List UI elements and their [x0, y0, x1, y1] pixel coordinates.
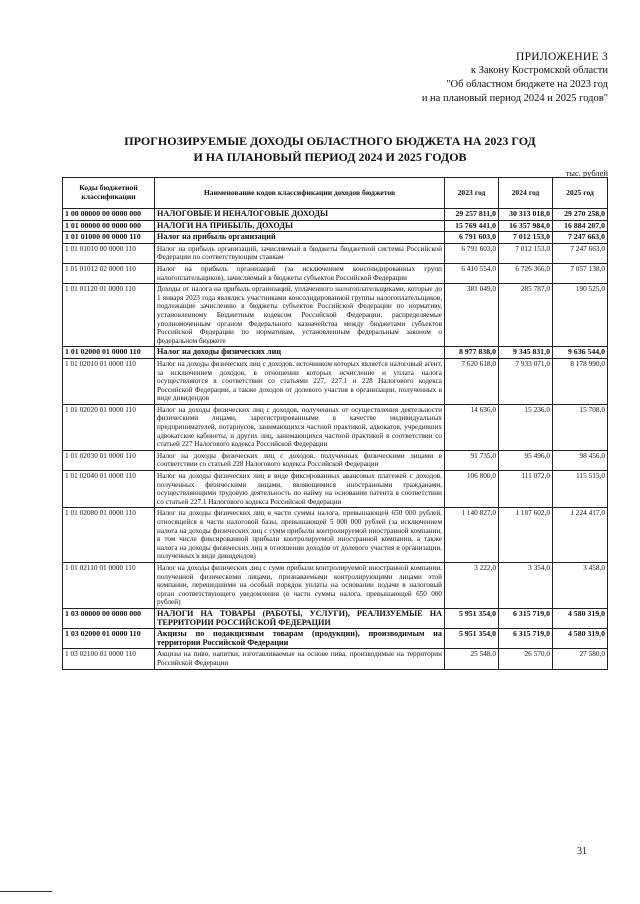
row-2025: 1 224 417,0: [553, 508, 608, 563]
row-2023: 7 620 618,0: [445, 358, 499, 404]
revenue-table: [62, 177, 608, 670]
row-2024: 1 187 602,0: [499, 508, 553, 563]
table-row: [63, 232, 608, 244]
header-2025: 2025 год: [553, 178, 608, 209]
row-name: Налог на доходы физических лиц с доходов, полученных физическими лицами в соответствии со статьей 228 Налогового кодекса Российской Федерации: [155, 450, 445, 470]
appendix-line-1: к Закону Костромской области: [470, 65, 608, 76]
table-row: [63, 263, 608, 283]
row-2023: 3 222,0: [445, 562, 499, 608]
row-code: 1 01 02040 01 0000 110: [63, 471, 155, 508]
table-row: [63, 629, 608, 649]
row-2023: 6 410 554,0: [445, 263, 499, 283]
row-2025: 16 884 207,0: [553, 220, 608, 232]
row-2024: 7 012 153,0: [499, 243, 553, 263]
row-code: 1 01 02110 01 0000 110: [63, 562, 155, 608]
row-code: 1 01 02010 01 0000 110: [63, 358, 155, 404]
row-name: Доходы от налога на прибыль организаций, уплаченного налогоплательщиками, которые до 1 января 2023 года являлись участниками консолидированной группы налогоплательщиков, подлежащие зачислению в бюджеты субъектов Российской Федерации по нормативу, установленному Бюджетным кодексом Российской Федерации, распределяемые уполномоченным органом Федерального казначейства между бюджетами субъектов Российской Федерации по нормативам, установленным федеральным законом о федеральном бюджете: [155, 284, 445, 347]
table-row: [63, 358, 608, 404]
row-code: 1 01 01012 02 0000 110: [63, 263, 155, 283]
row-2023: 381 049,0: [445, 284, 499, 347]
table-row: [63, 608, 608, 628]
row-name: Налог на доходы физических лиц с доходов, источником которых является налоговый агент, за исключением доходов, в отношении которых исчисление и уплата налога осуществляются в соответствии со статьями 227, 227.1 и 228 Налогового кодекса Российской Федерации, а также доходов от долевого участия в организации, полученных в виде дивидендов: [155, 358, 445, 404]
row-code: 1 03 02000 01 0000 110: [63, 629, 155, 649]
row-2023: 14 636,0: [445, 404, 499, 450]
row-name: Налог на прибыль организаций, зачисляемый в бюджеты бюджетной системы Российской Федерации по соответствующим ставкам: [155, 243, 445, 263]
row-name: НАЛОГИ НА ТОВАРЫ (РАБОТЫ, УСЛУГИ), РЕАЛИЗУЕМЫЕ НА ТЕРРИТОРИИ РОССИЙСКОЙ ФЕДЕРАЦИИ: [155, 608, 445, 628]
row-2023: 1 140 827,0: [445, 508, 499, 563]
row-2024: 7 012 153,0: [499, 232, 553, 244]
row-name: НАЛОГИ НА ПРИБЫЛЬ, ДОХОДЫ: [155, 220, 445, 232]
table-row: [63, 649, 608, 669]
row-code: 1 01 01000 00 0000 110: [63, 232, 155, 244]
table-row: [63, 209, 608, 221]
appendix-line-3: и на плановый период 2024 и 2025 годов": [421, 93, 608, 104]
row-2024: 6 315 719,0: [499, 629, 553, 649]
row-2023: 6 791 603,0: [445, 243, 499, 263]
row-code: 1 01 00000 00 0000 000: [63, 220, 155, 232]
table-row: [63, 562, 608, 608]
row-2024: 26 570,0: [499, 649, 553, 669]
row-2025: 7 247 663,0: [553, 243, 608, 263]
row-2023: 29 257 811,0: [445, 209, 499, 221]
row-2024: 285 787,0: [499, 284, 553, 347]
row-name: Налог на доходы физических лиц: [155, 347, 445, 359]
row-2024: 30 313 018,0: [499, 209, 553, 221]
row-name: Налог на прибыль организаций: [155, 232, 445, 244]
row-code: 1 01 01010 00 0000 110: [63, 243, 155, 263]
row-2024: 6 726 366,0: [499, 263, 553, 283]
row-2024: 6 315 719,0: [499, 608, 553, 628]
row-name: Налог на прибыль организаций (за исключением консолидированных групп налогоплательщиков), зачисляемый в бюджеты субъектов Российской Федерации: [155, 263, 445, 283]
row-2024: 15 236,0: [499, 404, 553, 450]
table-row: [63, 220, 608, 232]
row-2023: 25 548,0: [445, 649, 499, 669]
document-title-line-2: И НА ПЛАНОВЫЙ ПЕРИОД 2024 И 2025 ГОДОВ: [193, 150, 467, 164]
unit-label: тыс. рублей: [565, 168, 608, 178]
appendix-line-2: "Об областном бюджете на 2023 год: [446, 79, 608, 90]
table-row: [63, 471, 608, 508]
table-header-row: [63, 178, 608, 209]
row-2025: 4 580 319,0: [553, 608, 608, 628]
row-2025: 9 636 544,0: [553, 347, 608, 359]
row-name: Налог на доходы физических лиц с сумм прибыли контролируемой иностранной компании, полученной физическими лицами, признаваемыми контролирующими лицами этой компании, перешедшими на особый порядок уплаты на основании подачи в налоговый орган соответствующего уведомления (в части суммы налога, превышающей 650 000 рублей): [155, 562, 445, 608]
table-row: [63, 450, 608, 470]
document-title-line-1: ПРОГНОЗИРУЕМЫЕ ДОХОДЫ ОБЛАСТНОГО БЮДЖЕТА НА 2023 ГОД: [124, 134, 536, 148]
row-name: Налог на доходы физических лиц в виде фиксированных авансовых платежей с доходов, полученных физическими лицами, являющимися иностранными гражданами, осуществляющими трудовую деятельность по найму на основании патента в соответствии со статьей 227.1 Налогового кодекса Российской Федерации: [155, 471, 445, 508]
row-name: НАЛОГОВЫЕ И НЕНАЛОГОВЫЕ ДОХОДЫ: [155, 209, 445, 221]
row-2025: 4 580 319,0: [553, 629, 608, 649]
row-2023: 6 791 603,0: [445, 232, 499, 244]
row-2023: 5 951 354,0: [445, 629, 499, 649]
row-2024: 111 072,0: [499, 471, 553, 508]
row-code: 1 00 00000 00 0000 000: [63, 209, 155, 221]
table-row: [63, 243, 608, 263]
row-2025: 7 247 663,0: [553, 232, 608, 244]
row-2025: 8 178 990,0: [553, 358, 608, 404]
row-code: 1 01 02080 01 0000 110: [63, 508, 155, 563]
appendix-header: [248, 50, 608, 106]
footnote-divider: [0, 891, 52, 892]
row-2025: 3 458,0: [553, 562, 608, 608]
row-name: Акцизы на пиво, напитки, изготавливаемые на основе пива, производимые на территории Российской Федерации: [155, 649, 445, 669]
row-code: 1 01 02030 01 0000 110: [63, 450, 155, 470]
table-row: [63, 284, 608, 347]
row-2025: 115 515,0: [553, 471, 608, 508]
table-row: [63, 347, 608, 359]
row-2024: 7 933 071,0: [499, 358, 553, 404]
row-code: 1 01 02000 01 0000 110: [63, 347, 155, 359]
row-2023: 91 735,0: [445, 450, 499, 470]
row-name: Налог на доходы физических лиц в части суммы налога, превышающей 650 000 рублей, относящейся к части налоговой базы, превышающей 5 000 000 рублей (за исключением налога на доходы физических лиц с сумм прибыли контролируемой иностранной компании, в том числе фиксированной прибыли контролируемой иностранной компании, а также налога на доходы физических лиц в отношении доходов от долевого участия в организации, полученных в виде дивидендов): [155, 508, 445, 563]
row-name: Налог на доходы физических лиц с доходов, полученных от осуществления деятельности физическими лицами, зарегистрированными в качестве индивидуальных предпринимателей, нотариусов, занимающихся частной практикой, адвокатов, учредивших адвокатские кабинеты, и других лиц, занимающихся частной практикой в соответствии со статьей 227 Налогового кодекса Российской Федерации: [155, 404, 445, 450]
row-code: 1 01 01120 01 0000 110: [63, 284, 155, 347]
header-name: Наименование кодов классификации доходов бюджетов: [155, 178, 445, 209]
table-row: [63, 508, 608, 563]
page-number: 31: [577, 846, 587, 857]
row-2023: 5 951 354,0: [445, 608, 499, 628]
row-2025: 27 580,0: [553, 649, 608, 669]
row-2025: 7 057 138,0: [553, 263, 608, 283]
document-title: [60, 133, 600, 165]
row-2023: 15 769 441,0: [445, 220, 499, 232]
row-code: 1 01 02020 01 0000 110: [63, 404, 155, 450]
appendix-title: ПРИЛОЖЕНИЕ 3: [515, 51, 608, 63]
table-row: [63, 404, 608, 450]
row-name: Акцизы по подакцизным товарам (продукции), производимым на территории Российской Федерации: [155, 629, 445, 649]
row-code: 1 03 02100 01 0000 110: [63, 649, 155, 669]
row-2024: 16 357 984,0: [499, 220, 553, 232]
row-2025: 190 525,0: [553, 284, 608, 347]
row-2023: 8 977 838,0: [445, 347, 499, 359]
header-2024: 2024 год: [499, 178, 553, 209]
header-2023: 2023 год: [445, 178, 499, 209]
row-2025: 29 270 258,0: [553, 209, 608, 221]
row-2024: 3 354,0: [499, 562, 553, 608]
row-code: 1 03 00000 00 0000 000: [63, 608, 155, 628]
row-2025: 15 708,0: [553, 404, 608, 450]
row-2024: 95 496,0: [499, 450, 553, 470]
header-code: Коды бюджетной классификации: [63, 178, 155, 209]
row-2023: 106 800,0: [445, 471, 499, 508]
row-2025: 98 456,0: [553, 450, 608, 470]
row-2024: 9 345 831,0: [499, 347, 553, 359]
